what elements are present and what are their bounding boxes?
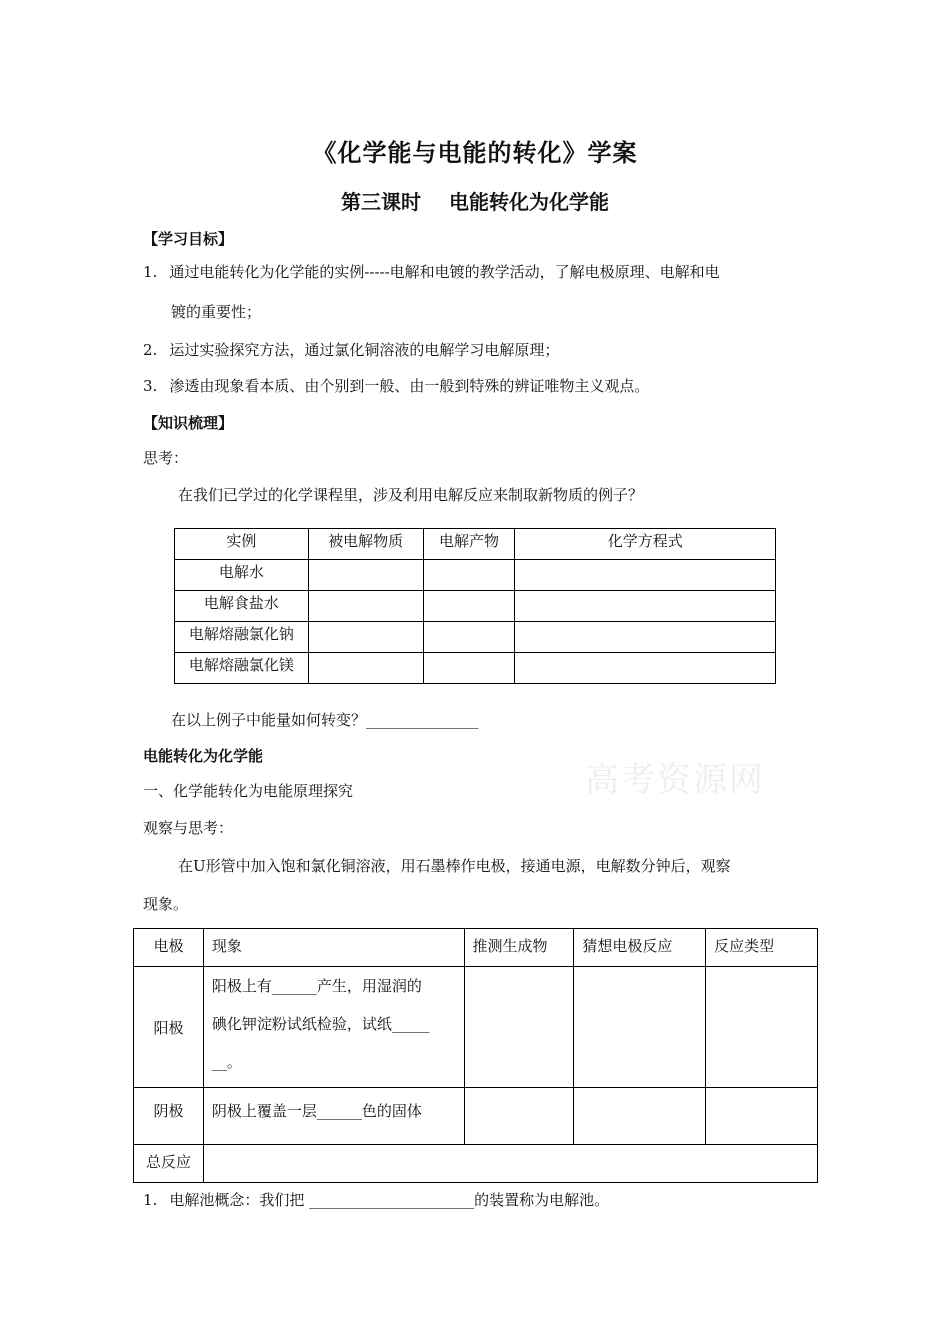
header-electrode-reaction: 猜想电极反应 (574, 929, 706, 967)
blank-cell[interactable] (515, 591, 776, 622)
row-label: 电解熔融氯化镁 (175, 653, 309, 684)
blank-cell[interactable] (203, 1145, 817, 1183)
total-reaction-label: 总反应 (134, 1145, 204, 1183)
objective-2: 2. 运过实验探究方法，通过氯化铜溶液的电解学习电解原理； (143, 341, 560, 359)
blank-cell[interactable] (308, 622, 423, 653)
blank-cell[interactable] (574, 967, 706, 1088)
header-product: 电解产物 (423, 529, 515, 560)
table-row (175, 653, 776, 684)
table-row (175, 560, 776, 591)
objective-3: 3. 渗透由现象看本质、由个别到一般、由一般到特殊的辨证唯物主义观点。 (143, 377, 650, 395)
cathode-phenomenon: 阴极上覆盖一层______色的固体 (203, 1088, 464, 1145)
table-row (175, 622, 776, 653)
electrolysis-observation-table (133, 928, 818, 1183)
blank-cell[interactable] (423, 591, 515, 622)
header-substance: 被电解物质 (308, 529, 423, 560)
experiment-text: 在U形管中加入饱和氯化铜溶液，用石墨棒作电极，接通电源，电解数分钟后，观察 (178, 857, 731, 875)
header-predicted-product: 推测生成物 (464, 929, 574, 967)
think-question: 在我们已学过的化学课程里，涉及利用电解反应来制取新物质的例子？ (178, 486, 644, 504)
total-reaction-row (134, 1145, 818, 1183)
objective-1-cont: 镀的重要性； (171, 303, 262, 321)
table-header-row (134, 929, 818, 967)
anode-row (134, 967, 818, 1088)
blank-cell[interactable] (464, 967, 574, 1088)
anode-label: 阳极 (134, 967, 204, 1088)
section-heading: 电能转化为化学能 (143, 747, 264, 765)
experiment-text-cont: 现象。 (143, 895, 189, 913)
blank-cell[interactable] (308, 653, 423, 684)
table-row (175, 591, 776, 622)
header-phenomenon: 现象 (203, 929, 464, 967)
blank-cell[interactable] (515, 653, 776, 684)
blank-cell[interactable] (515, 560, 776, 591)
electrolysis-examples-table (174, 528, 776, 684)
header-equation: 化学方程式 (515, 529, 776, 560)
blank-cell[interactable] (423, 653, 515, 684)
page-title: 《化学能与电能的转化》学案 (312, 139, 638, 167)
cathode-row (134, 1088, 818, 1145)
blank-cell[interactable] (423, 622, 515, 653)
row-label: 电解熔融氯化钠 (175, 622, 309, 653)
electrolytic-cell-concept: 1. 电解池概念：我们把 ______________________的装置称为电解池。 (143, 1191, 610, 1209)
knowledge-heading: 【知识梳理】 (143, 414, 234, 432)
observe-label: 观察与思考： (143, 819, 234, 837)
objectives-heading: 【学习目标】 (143, 230, 234, 248)
blank-cell[interactable] (515, 622, 776, 653)
energy-question: 在以上例子中能量如何转变？_______________ (171, 711, 479, 729)
anode-phenomenon: 阳极上有______产生，用湿润的 碘化钾淀粉试纸检验，试纸_____ __。 (203, 967, 464, 1088)
blank-cell[interactable] (308, 591, 423, 622)
part-one-heading: 一、化学能转化为电能原理探究 (143, 782, 354, 800)
table-header-row (175, 529, 776, 560)
blank-cell[interactable] (706, 967, 818, 1088)
header-electrode: 电极 (134, 929, 204, 967)
blank-cell[interactable] (464, 1088, 574, 1145)
blank-cell[interactable] (423, 560, 515, 591)
row-label: 电解食盐水 (175, 591, 309, 622)
objective-1: 1. 通过电能转化为化学能的实例-----电解和电镀的教学活动，了解电极原理、电解和电 (143, 263, 720, 281)
think-label: 思考： (143, 449, 189, 467)
lesson-topic: 电能转化为化学能 (449, 190, 609, 214)
page-subtitle (0, 186, 950, 215)
header-reaction-type: 反应类型 (706, 929, 818, 967)
blank-cell[interactable] (706, 1088, 818, 1145)
cathode-label: 阴极 (134, 1088, 204, 1145)
blank-cell[interactable] (574, 1088, 706, 1145)
lesson-number: 第三课时 (341, 190, 421, 214)
blank-cell[interactable] (308, 560, 423, 591)
watermark: 高考资源网 (585, 760, 765, 800)
row-label: 电解水 (175, 560, 309, 591)
header-example: 实例 (175, 529, 309, 560)
